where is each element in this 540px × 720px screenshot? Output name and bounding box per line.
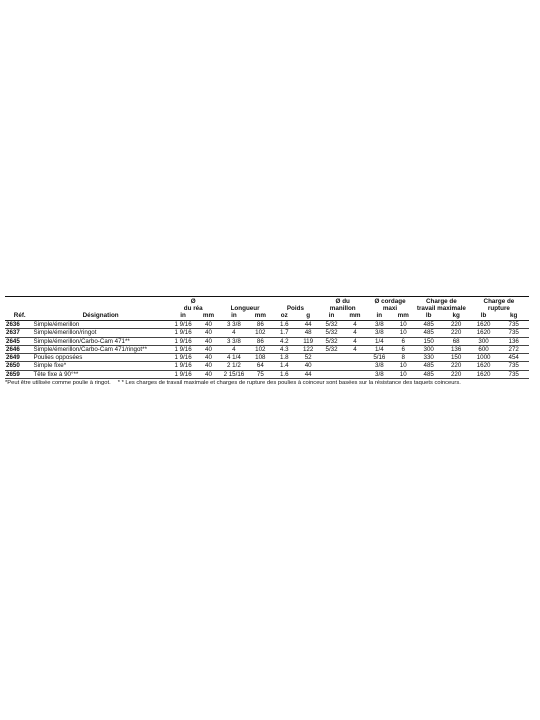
table-body: [5, 321, 529, 379]
ref-cell: 2650: [5, 362, 33, 370]
value-cell: 150: [443, 354, 468, 362]
value-cell: 4.2: [272, 337, 297, 345]
designation-cell: Simple/émerillon/Carbo-Cam 471**: [33, 337, 167, 345]
value-cell: 75: [249, 370, 271, 378]
value-cell: 10: [393, 362, 414, 370]
value-cell: 4: [344, 321, 366, 329]
value-cell: 1/4: [366, 337, 392, 345]
ref-cell: 2636: [5, 321, 33, 329]
value-cell: 44: [297, 370, 319, 378]
value-cell: 1 9/16: [168, 329, 199, 337]
value-cell: 220: [443, 370, 468, 378]
designation-cell: Simple fixe*: [33, 362, 167, 370]
table-row: [5, 345, 529, 353]
value-cell: 3/8: [366, 321, 392, 329]
unit-lb: lb: [414, 312, 444, 321]
specs-table: [5, 296, 529, 379]
value-cell: 4: [344, 329, 366, 337]
value-cell: 2 1/2: [219, 362, 250, 370]
header-units-row: [5, 312, 529, 321]
value-cell: 4: [219, 345, 250, 353]
value-cell: [344, 354, 366, 362]
value-cell: 68: [443, 337, 468, 345]
value-cell: 64: [249, 362, 271, 370]
value-cell: 1620: [469, 362, 499, 370]
value-cell: 10: [393, 321, 414, 329]
designation-cell: Tête fixe à 90°**: [33, 370, 167, 378]
footnotes: [5, 380, 529, 387]
header-group-row: [5, 298, 529, 312]
value-cell: 136: [498, 337, 529, 345]
value-cell: 735: [498, 362, 529, 370]
value-cell: 4 1/4: [219, 354, 250, 362]
value-cell: 300: [414, 345, 444, 353]
value-cell: 108: [249, 354, 271, 362]
product-table-section: [5, 296, 529, 387]
value-cell: 1 9/16: [168, 321, 199, 329]
ref-cell: 2646: [5, 345, 33, 353]
value-cell: 1/4: [366, 345, 392, 353]
table-row: [5, 321, 529, 329]
value-cell: 40: [198, 370, 218, 378]
value-cell: 5/32: [319, 321, 343, 329]
value-cell: 119: [297, 337, 319, 345]
value-cell: 3/8: [366, 362, 392, 370]
value-cell: 5/32: [319, 337, 343, 345]
value-cell: 40: [297, 362, 319, 370]
value-cell: 1 9/16: [168, 354, 199, 362]
value-cell: 485: [414, 329, 444, 337]
ref-cell: 2659: [5, 370, 33, 378]
value-cell: 2 15/16: [219, 370, 250, 378]
value-cell: 1 9/16: [168, 337, 199, 345]
value-cell: 1.6: [272, 321, 297, 329]
unit-kg: kg: [498, 312, 529, 321]
value-cell: 4: [344, 337, 366, 345]
value-cell: 40: [198, 362, 218, 370]
value-cell: 6: [393, 345, 414, 353]
unit-mm: mm: [249, 312, 271, 321]
value-cell: 220: [443, 321, 468, 329]
value-cell: 272: [498, 345, 529, 353]
unit-in: in: [168, 312, 199, 321]
value-cell: 136: [443, 345, 468, 353]
value-cell: 40: [198, 321, 218, 329]
unit-mm: mm: [393, 312, 414, 321]
value-cell: 40: [198, 329, 218, 337]
value-cell: 86: [249, 337, 271, 345]
value-cell: 8: [393, 354, 414, 362]
value-cell: 40: [198, 337, 218, 345]
value-cell: 3 3/8: [219, 337, 250, 345]
unit-in: in: [319, 312, 343, 321]
value-cell: 52: [297, 354, 319, 362]
value-cell: 4: [344, 345, 366, 353]
value-cell: 86: [249, 321, 271, 329]
value-cell: 150: [414, 337, 444, 345]
value-cell: 220: [443, 362, 468, 370]
value-cell: 48: [297, 329, 319, 337]
value-cell: 1.8: [272, 354, 297, 362]
value-cell: 1620: [469, 329, 499, 337]
unit-g: g: [297, 312, 319, 321]
header-designation: Désignation: [33, 312, 167, 321]
header-diam-manillon: Ø du manillon: [329, 298, 356, 312]
value-cell: 1 9/16: [168, 362, 199, 370]
value-cell: 10: [393, 370, 414, 378]
table-row: [5, 354, 529, 362]
ref-cell: 2645: [5, 337, 33, 345]
value-cell: 330: [414, 354, 444, 362]
unit-in: in: [219, 312, 250, 321]
value-cell: [319, 362, 343, 370]
value-cell: 600: [469, 345, 499, 353]
value-cell: 735: [498, 321, 529, 329]
value-cell: 102: [249, 329, 271, 337]
value-cell: 1.7: [272, 329, 297, 337]
value-cell: 454: [498, 354, 529, 362]
header-diam-cordage: Ø cordage maxi: [374, 298, 406, 312]
value-cell: 1.4: [272, 362, 297, 370]
table-row: [5, 337, 529, 345]
value-cell: 122: [297, 345, 319, 353]
value-cell: 3/8: [366, 370, 392, 378]
value-cell: 10: [393, 329, 414, 337]
value-cell: 5/16: [366, 354, 392, 362]
value-cell: [344, 362, 366, 370]
table-row: [5, 329, 529, 337]
value-cell: 5/32: [319, 329, 343, 337]
unit-oz: oz: [272, 312, 297, 321]
value-cell: [344, 370, 366, 378]
value-cell: 6: [393, 337, 414, 345]
value-cell: 1 9/16: [168, 345, 199, 353]
unit-lb: lb: [469, 312, 499, 321]
value-cell: 485: [414, 321, 444, 329]
value-cell: [319, 354, 343, 362]
unit-mm: mm: [344, 312, 366, 321]
table-row: [5, 362, 529, 370]
value-cell: 485: [414, 362, 444, 370]
value-cell: 735: [498, 370, 529, 378]
value-cell: [319, 370, 343, 378]
unit-in: in: [366, 312, 392, 321]
value-cell: 40: [198, 354, 218, 362]
value-cell: 485: [414, 370, 444, 378]
ref-cell: 2637: [5, 329, 33, 337]
value-cell: 300: [469, 337, 499, 345]
header-charge-rupture: Charge de rupture: [483, 298, 515, 312]
value-cell: 735: [498, 329, 529, 337]
table-row: [5, 370, 529, 378]
value-cell: 4: [219, 329, 250, 337]
designation-cell: Poulies opposées: [33, 354, 167, 362]
header-longueur: Longueur: [230, 305, 260, 312]
footnote-2: * * Les charges de travail maximale et charges de rupture des poulies à coinceur sont basées sur la résistance des taquets coinceurs.: [117, 380, 461, 387]
value-cell: 44: [297, 321, 319, 329]
designation-cell: Simple/émerillon: [33, 321, 167, 329]
value-cell: 220: [443, 329, 468, 337]
value-cell: 1620: [469, 370, 499, 378]
value-cell: 5/32: [319, 345, 343, 353]
header-ref: Réf.: [5, 312, 33, 321]
value-cell: 4.3: [272, 345, 297, 353]
value-cell: 40: [198, 345, 218, 353]
header-diam-reel: Ø du réa: [183, 298, 203, 312]
value-cell: 1620: [469, 321, 499, 329]
value-cell: 1000: [469, 354, 499, 362]
footnote-1: *Peut être utilisée comme poulie à ringot.: [5, 380, 111, 387]
value-cell: 1 9/16: [168, 370, 199, 378]
value-cell: 3/8: [366, 329, 392, 337]
value-cell: 1.6: [272, 370, 297, 378]
designation-cell: Simple/émerillon/Carbo-Cam 471/ringot**: [33, 345, 167, 353]
header-poids: Poids: [286, 305, 304, 312]
designation-cell: Simple/émerillon/ringot: [33, 329, 167, 337]
ref-cell: 2649: [5, 354, 33, 362]
value-cell: 102: [249, 345, 271, 353]
unit-mm: mm: [198, 312, 218, 321]
header-charge-travail: Charge de travail maximale: [416, 298, 466, 312]
value-cell: 3 3/8: [219, 321, 250, 329]
unit-kg: kg: [443, 312, 468, 321]
